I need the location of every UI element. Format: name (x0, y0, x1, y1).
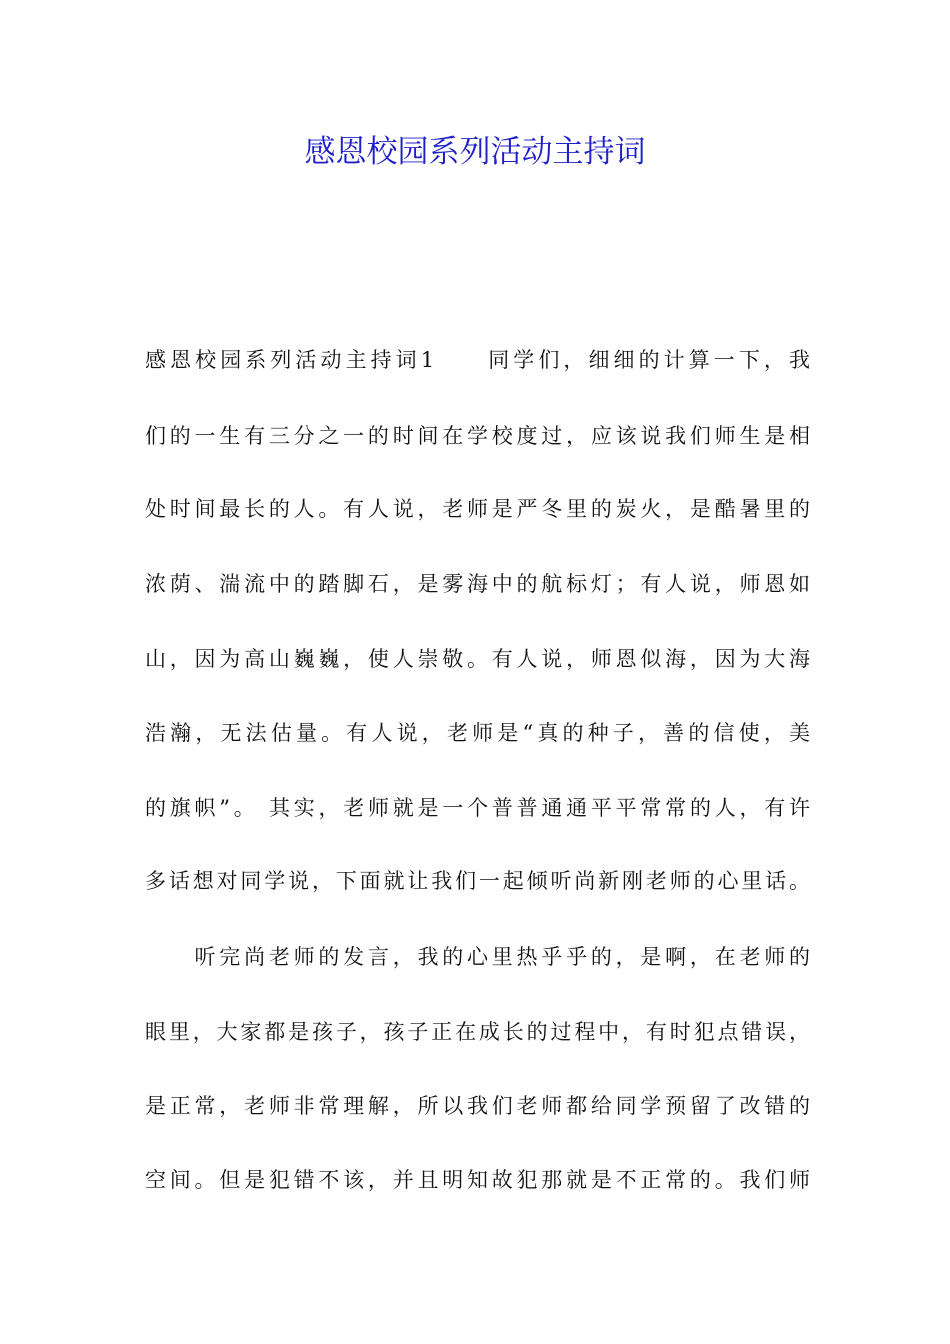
body-line-12: 空间。但是犯错不该，并且明知故犯那就是不正常的。我们师 (145, 1168, 810, 1192)
body-line-6: 浩瀚，无法估量。有人说，老师是“真的种子，善的信使，美 (145, 721, 810, 745)
body-line-5: 山，因为高山巍巍，使人崇敬。有人说，师恩似海，因为大海 (145, 647, 810, 671)
body-line-10: 眼里，大家都是孩子，孩子正在成长的过程中，有时犯点错误， (145, 1020, 810, 1044)
body-line-3: 处时间最长的人。有人说，老师是严冬里的炭火，是酷暑里的 (145, 497, 810, 521)
body-line-8: 多话想对同学说，下面就让我们一起倾听尚新刚老师的心里话。 (145, 869, 810, 893)
body-line-2: 们的一生有三分之一的时间在学校度过，应该说我们师生是相 (145, 424, 810, 448)
body-line-1: 感恩校园系列活动主持词1 同学们，细细的计算一下，我 (145, 348, 810, 372)
document-title: 感恩校园系列活动主持词 (304, 134, 646, 170)
body-line-7: 的旗帜”。 其实，老师就是一个普普通通平平常常的人，有许 (145, 796, 810, 820)
body-line-4: 浓荫、湍流中的踏脚石，是雾海中的航标灯；有人说，师恩如 (145, 572, 810, 596)
body-line-11: 是正常，老师非常理解，所以我们老师都给同学预留了改错的 (145, 1094, 810, 1118)
body-line-9: 听完尚老师的发言，我的心里热乎乎的，是啊，在老师的 (145, 945, 810, 969)
